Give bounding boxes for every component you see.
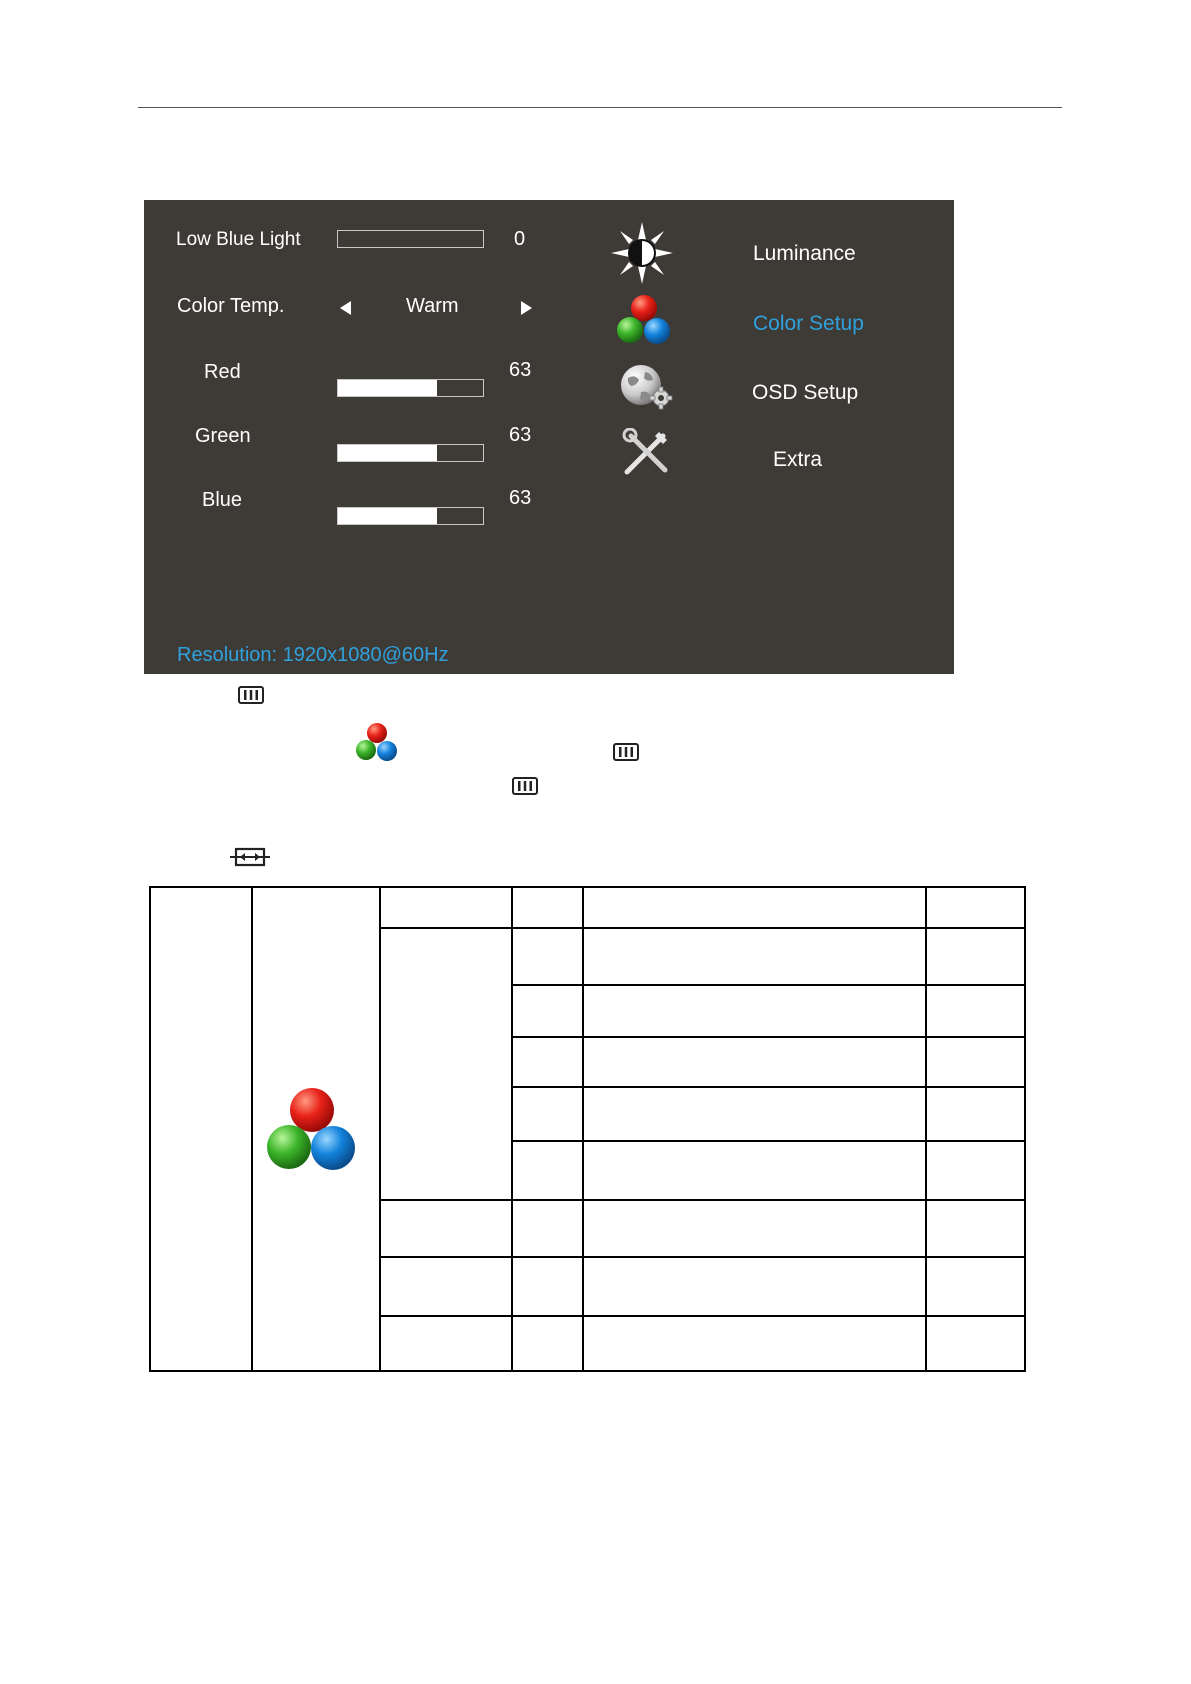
low-blue-light-label: Low Blue Light [176, 229, 301, 250]
blue-value: 63 [509, 487, 532, 509]
color-setup-table-icon [265, 1087, 357, 1171]
green-value: 63 [509, 424, 532, 446]
menu-osd-setup[interactable]: OSD Setup [752, 381, 859, 404]
resolution-status: Resolution: 1920x1080@60Hz [177, 644, 449, 666]
menu-luminance[interactable]: Luminance [753, 242, 856, 265]
color-temp-label: Color Temp. [177, 295, 285, 317]
green-label: Green [195, 425, 251, 447]
color-temp-value: Warm [406, 295, 459, 317]
menu-color-setup[interactable]: Color Setup [753, 312, 864, 335]
red-label: Red [204, 361, 241, 383]
blue-label: Blue [202, 489, 243, 511]
low-blue-light-value: 0 [514, 228, 526, 250]
menu-extra[interactable]: Extra [773, 448, 823, 471]
red-value: 63 [509, 359, 532, 381]
